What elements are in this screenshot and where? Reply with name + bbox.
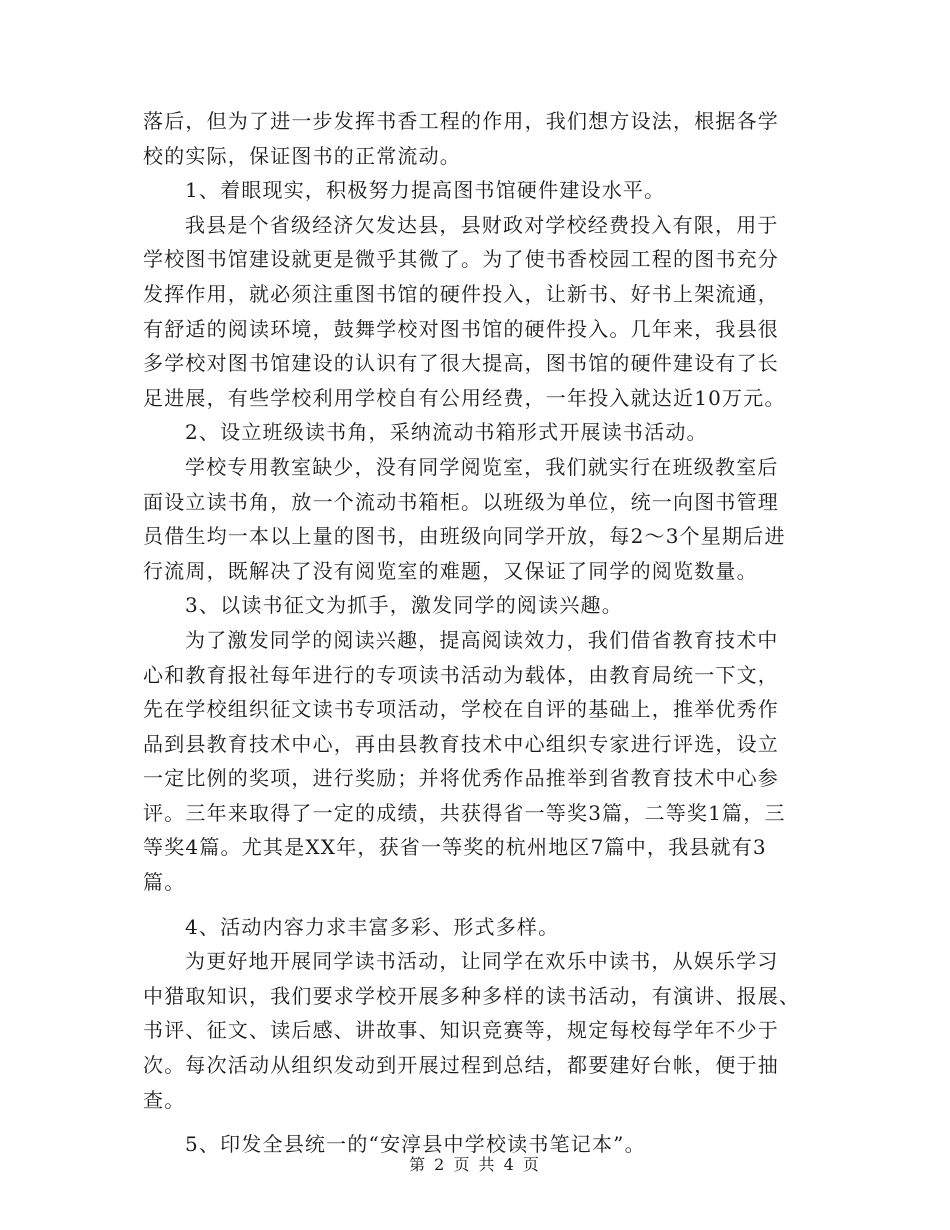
text-line: 校的实际，保证图书的正常流动。 xyxy=(143,143,461,168)
text-line: 有舒适的阅读环境，鼓舞学校对图书馆的硬件投入。几年来，我县很 xyxy=(143,316,779,341)
section-heading-4: 4、活动内容力求丰富多彩、形式多样。 xyxy=(185,914,560,939)
text-line: 先在学校组织征文读书专项活动，学校在自评的基础上，推举优秀作 xyxy=(143,697,779,722)
section-heading-2: 2、设立班级读书角，采纳流动书箱形式开展读书活动。 xyxy=(185,420,708,445)
text-line: 面设立读书角，放一个流动书箱柜。以班级为单位，统一向图书管理 xyxy=(143,489,779,514)
text-line: 等奖4篇。尤其是XX年，获省一等奖的杭州地区7篇中，我县就有3 xyxy=(143,835,767,860)
text-line: 查。 xyxy=(143,1087,186,1112)
text-line: 为了激发同学的阅读兴趣，提高阅读效力，我们借省教育技术中 xyxy=(185,627,779,652)
text-line: 行流周，既解决了没有阅览室的难题，又保证了同学的阅览数量。 xyxy=(143,558,758,583)
text-line: 我县是个省级经济欠发达县，县财政对学校经费投入有限，用于 xyxy=(185,212,779,237)
text-line: 品到县教育技术中心，再由县教育技术中心组织专家进行评选，设立 xyxy=(143,731,779,756)
page-footer: 第 2 页 共 4 页 xyxy=(409,1155,541,1174)
text-line: 多学校对图书馆建设的认识有了很大提高，图书馆的硬件建设有了长 xyxy=(143,351,779,376)
text-line: 员借生均一本以上量的图书，由班级向同学开放，每2～3个星期后进 xyxy=(143,524,786,549)
text-line: 为更好地开展同学读书活动，让同学在欢乐中读书，从娱乐学习 xyxy=(185,949,779,974)
text-line: 发挥作用，就必须注重图书馆的硬件投入，让新书、好书上架流通， xyxy=(143,281,779,306)
text-line: 书评、征文、读后感、讲故事、知识竞赛等，规定每校每学年不少于 xyxy=(143,1018,779,1043)
section-heading-5: 5、印发全县统一的“安淳县中学校读书笔记本”。 xyxy=(185,1132,646,1157)
section-heading-1: 1、着眼现实，积极努力提高图书馆硬件建设水平。 xyxy=(185,178,666,203)
text-line: 中猎取知识，我们要求学校开展多种多样的读书活动，有演讲、报展、 xyxy=(143,983,801,1008)
text-line: 一定比例的奖项，进行奖励；并将优秀作品推举到省教育技术中心参 xyxy=(143,766,779,791)
paragraph-gap xyxy=(143,1117,808,1127)
text-line: 学校图书馆建设就更是微乎其微了。为了使书香校园工程的图书充分 xyxy=(143,247,779,272)
text-line: 评。三年来取得了一定的成绩，共获得省一等奖3篇，二等奖1篇，三 xyxy=(143,800,786,825)
text-line: 篇。 xyxy=(143,870,186,895)
text-line: 足进展，有些学校利用学校自有公用经费，一年投入就达近10万元。 xyxy=(143,385,786,410)
document-body xyxy=(143,104,808,1162)
text-line: 次。每次活动从组织发动到开展过程到总结，都要建好台帐，便于抽 xyxy=(143,1053,779,1078)
text-line: 学校专用教室缺少，没有同学阅览室，我们就实行在班级教室后 xyxy=(185,454,779,479)
text-line: 心和教育报社每年进行的专项读书活动为载体，由教育局统一下文， xyxy=(143,662,779,687)
section-heading-3: 3、以读书征文为抓手，激发同学的阅读兴趣。 xyxy=(185,593,623,618)
paragraph-gap xyxy=(143,900,808,910)
text-line: 落后，但为了进一步发挥书香工程的作用，我们想方设法，根据各学 xyxy=(143,109,779,133)
